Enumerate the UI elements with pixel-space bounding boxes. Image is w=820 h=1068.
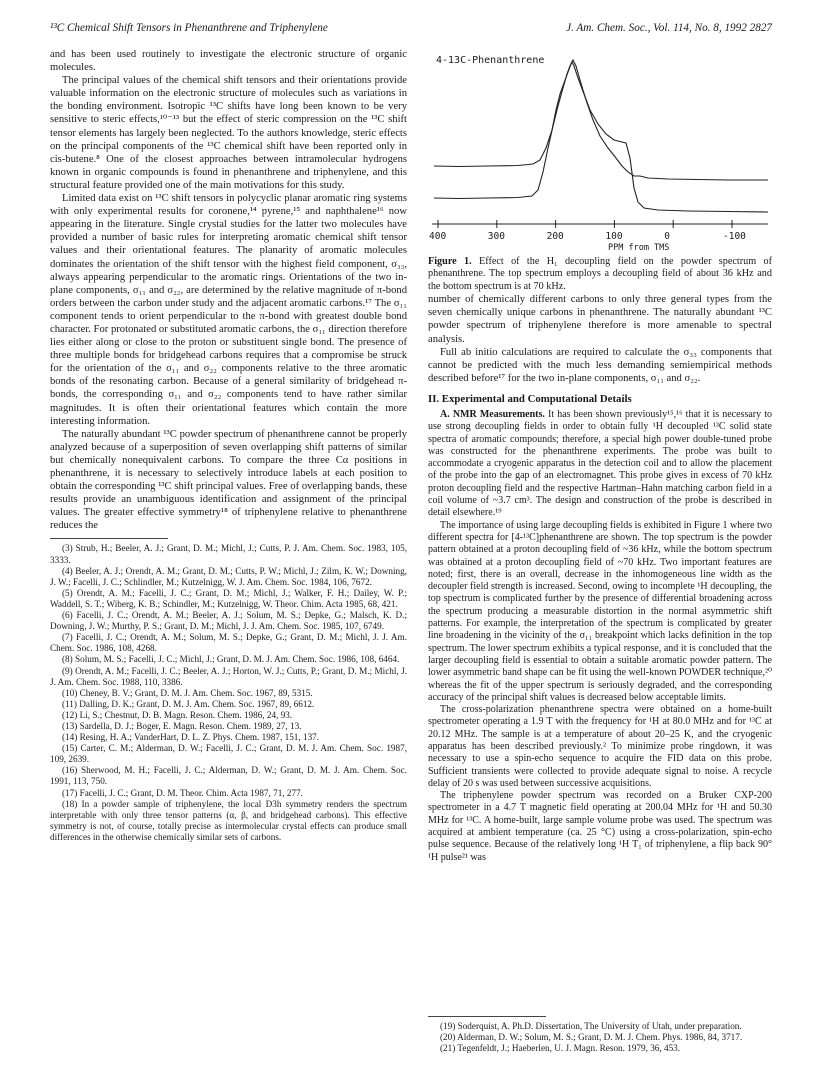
right-footnotes — [428, 1010, 772, 1054]
section-heading: II. Experimental and Computational Details — [428, 392, 632, 405]
x-axis-label: PPM from TMS — [608, 243, 670, 253]
paragraph: The naturally abundant ¹³C powder spectrum of phenanthrene cannot be properly analyzed because of a superposition of seven overlapping shift patterns of similar but chemically nonequivalent carbons. To compare the three Cα positions in phenanthrene, it is necessary to selectively introduce labels at each position to obtain the corresponding ¹³C shift principal values. Free of overlapping bands, these results provide an unambiguous identification and assignment of the principal values. The greater effective symmetry¹⁸ of triphenylene relative to phenanthrene reduces the — [50, 428, 407, 532]
spectrum-top — [434, 60, 768, 180]
experimental-section — [428, 409, 772, 864]
reference-list — [428, 1021, 772, 1054]
paragraph: and has been used routinely to investigate the electronic structure of organic molecules. — [50, 49, 407, 74]
figure-1 — [428, 48, 772, 253]
header-journal: J. Am. Chem. Soc., Vol. 114, No. 8, 1992 2827 — [566, 22, 772, 34]
left-column — [50, 48, 407, 843]
reference: (3) Strub, H.; Beeler, A. J.; Grant, D. M.; Michl, J.; Cutts, P. J. Am. Chem. Soc. 1983, 105, 3333. — [50, 543, 407, 565]
reference: (7) Facelli, J. C.; Orendt, A. M.; Solum, M. S.; Depke, G.; Grant, D. M.; Michl, J. J. Am. Chem. Soc. 1986, 108, 4268. — [50, 632, 407, 654]
tick-label: 200 — [546, 231, 564, 242]
reference: (18) In a powder sample of triphenylene, the local D3h symmetry renders the spectrum interpretable with only three tensor patterns (α, β, and bridgehead carbons). This effective symmetry is not, of course, totally precise as intermolecular crystal effects can produce small differences in the otherwise chemically similar sets of carbons. — [50, 798, 407, 842]
reference: (21) Tegenfeldt, J.; Haeberlen, U. J. Magn. Reson. 1979, 36, 453. — [440, 1043, 681, 1054]
right-column — [428, 48, 772, 864]
tick-label: 0 — [664, 231, 670, 242]
reference: (8) Solum, M. S.; Facelli, J. C.; Michl, J.; Grant, D. M. J. Am. Chem. Soc. 1986, 108, 6464. — [62, 654, 400, 665]
tick-label: 300 — [487, 231, 505, 242]
footnote-rule — [50, 538, 168, 539]
header-title: ¹³C Chemical Shift Tensors in Phenanthrene and Triphenylene — [50, 22, 328, 34]
spectrum-label: 4-13C-Phenanthrene — [436, 55, 545, 66]
figure-caption — [428, 256, 772, 293]
reference: (17) Facelli, J. C.; Grant, D. M. Theor. Chim. Acta 1987, 71, 277. — [62, 787, 303, 798]
reference: (10) Cheney, B. V.; Grant, D. M. J. Am. Chem. Soc. 1967, 89, 5315. — [62, 687, 313, 698]
caption-label: Figure 1. — [428, 256, 472, 267]
reference: (6) Facelli, J. C.; Orendt, A. M.; Beeler, A. J.; Solum, M. S.; Depke, G.; Malsch, K. D.; Downing, J. W.; Murthy, P. S.; Grant, D. M.; Michl, J. J. Am. Chem. Soc. 1985, 107, 6749. — [50, 610, 407, 632]
reference: (19) Soderquist, A. Ph.D. Dissertation, The University of Utah, under preparation. — [440, 1021, 742, 1031]
tick-label: 400 — [429, 231, 447, 242]
paragraph: It has been shown previously¹⁵,¹⁶ that it is necessary to use strong decoupling fields in order to obtain fully ¹H decoupled ¹³C solid state spectra of aromatic compounds; therefore, a special high power double-tuned probe was constructed for the phenanthrene experiments. The probe was built to accommodate a cryogenic apparatus in the detection coil and to allow the placement of the probe into the gap of an electromagnet. This probe gives in excess of 70 kHz proton decoupling field and the respective Hartman–Hahn matching carbon field in a coil volume of ~3.7 cm³. The design and construction of the probe is described in detail elsewhere.¹⁹ — [428, 408, 772, 519]
paragraph: The importance of using large decoupling fields is exhibited in Figure 1 where two different spectra for [4-¹³C]phenanthrene are shown. The top spectrum is the powder pattern obtained at a proton decoupling field of ~36 kHz, while the bottom spectrum was obtained at a proton decoupling field of ~70 kHz. Two important features are noted; first, there is an overall, decrease in the inhomogeneous line width as the decoupler field strength is increased. Second, owing to incomplete ¹H decoupling, the top spectrum is complicated further by the presence of differential broadening across the spectrum producing a measurable distortion in the normal asymmetric shift patterns. For example, the interpretation of the spectrum is complicated by greater line broadening in the vicinity of the σ₁₁ breakpoint which lacks definition in the top spectrum. The lower spectrum exhibits a typical response, and it is concluded that the larger decoupling field is essential to obtain a suitable aromatic powder pattern. The lower asymmetric band shape can be fit using the well-known POWDER technique,²⁰ whereas the fit of the upper spectrum is seriously degraded, and the corresponding accuracy of the principal shift values is decreased below acceptable limits. — [428, 519, 772, 703]
spectrum-plot — [428, 48, 772, 248]
caption-text: Effect of the H₁ decoupling field on the powder spectrum of phenanthrene. The top spectrum employs a decoupling field of about 36 kHz and the bottom spectrum is at 70 kHz. — [428, 256, 772, 292]
reference: (5) Orendt, A. M.; Facelli, J. C.; Grant, D. M.; Michl, J.; Walker, F. H.; Dailey, W. P.; Waddell, S. T.; Wiberg, K. B.; Schindler, M.; Kutzelnigg, W. Theor. Chim. Acta 1985, 68, 421. — [50, 587, 407, 609]
paragraph: The triphenylene powder spectrum was recorded on a Bruker CXP-200 spectrometer in a 4.7 T magnetic field operating at 200.04 MHz for ¹H and 50.30 MHz for ¹³C. A home-built, large sample volume probe was used. The spectrum was acquired at ambient temperature (ca. 25 °C) using a cross-polarization, spin-echo pulse sequence. Because of the relatively long ¹H T₁ of triphenylene, a flip back 90° ¹H pulse²¹ was — [428, 790, 772, 863]
reference: (14) Resing, H. A.; VanderHart, D. L. Z. Phys. Chem. 1987, 151, 137. — [62, 732, 320, 743]
tick-label: 100 — [605, 231, 623, 242]
tick-label: -100 — [723, 231, 746, 242]
footnote-rule — [428, 1016, 546, 1017]
paragraph: number of chemically different carbons to only three general types from the seven chemically unique carbons in phenanthrene. The naturally abundant ¹³C powder spectrum of triphenylene therefore is more amenable to spectral analysis. — [428, 294, 772, 345]
reference: (9) Orendt, A. M.; Facelli, J. C.; Beeler, A. J.; Horton, W. J.; Cutts, P.; Grant, D. M.; Michl, J. J. Am. Chem. Soc. 1988, 110, 3386. — [50, 665, 407, 687]
reference: (13) Sardella, D. J.; Boger, E. Magn. Reson. Chem. 1989, 27, 13. — [62, 720, 302, 731]
reference: (20) Alderman, D. W.; Solum, M. S.; Grant, D. M. J. Chem. Phys. 1986, 84, 3717. — [440, 1032, 743, 1043]
reference: (15) Carter, C. M.; Alderman, D. W.; Facelli, J. C.; Grant, D. M. J. Am. Chem. Soc. 1987, 109, 2639. — [50, 743, 407, 765]
reference: (4) Beeler, A. J.; Orendt, A. M.; Grant, D. M.; Cutts, P. W.; Michl, J.; Zilm, K. W.; Downing, J. W.; Facelli, J. C.; Schlindler, M.; Kutzelnigg, W. J. Am. Chem. Soc. 1984, 106, 7672. — [50, 565, 407, 587]
reference: (12) Li, S.; Chestnut, D. B. Magn. Reson. Chem. 1986, 24, 93. — [62, 709, 293, 720]
reference-list — [50, 543, 407, 843]
paragraph: Limited data exist on ¹³C shift tensors in polycyclic planar aromatic ring systems with only experimental results for coronene,¹⁴ pyrene,¹⁵ and naphthalene¹⁶ now appearing in the literature. Single crystal studies for the latter two molecules have provided a number of basic rules for interpreting aromatic chemical shift tensor values and their orientational features. The planarity of aromatic molecules dominates the orientation of the shift tensor with the highest field component, σ₃₃, always appearing perpendicular to the aromatic rings. Orientations of the two in-plane components, σ₁₁ and σ₂₂, are determined by the relative magnitude of π-bond orders between the carbon under study and the adjacent aromatic carbons.¹⁷ The σ₁₁ component tends to orient perpendicular to the π-bond with greatest double bond character. For protonated or substituted aromatic carbons, the σ₁₁ direction therefore lies either along or close to the proton or substituent single bond. The presence of three multiple bonds for bridgehead carbons requires that a compromise be struck for the orientation of the σ₁₁ and σ₂₂ components relative to the three aromatic bonds of the resonating carbon. Because of a general similarity of bridgehead π-bonds, the corresponding σ₁₁ and σ₂₂ components tend to have rather similar magnitudes. It is often their orientational features which contain the more interesting information. — [50, 193, 407, 427]
paragraph: The principal values of the chemical shift tensors and their orientations provide valuable information on the electronic structure of molecules such as variations in the bonding environment. Isotropic ¹³C shifts have long been known to be very sensitive to steric effects,¹⁰⁻¹³ but the effect of steric compression on the ¹³C shift tensor elements has largely been neglected. To the authors knowledge, steric effects on the principal components of the ¹³C chemical shift have been reported only in cis-butene.⁸ One of the closest approaches between intramolecular hydrogens known in organic compounds is found in phenanthrene and triphenylene, and this structural feature provided one of the main motivations for this study. — [50, 75, 407, 191]
paragraph: Full ab initio calculations are required to calculate the σ₃₃ components that cannot be predicted with the much less demanding semiempirical methods described before¹⁷ for the two in-plane components, σ₁₁ and σ₂₂. — [428, 346, 772, 384]
subsection-heading: A. NMR Measurements. — [440, 408, 545, 420]
reference: (11) Dalling, D. K.; Grant, D. M. J. Am. Chem. Soc. 1967, 89, 6612. — [62, 698, 315, 709]
running-header — [50, 22, 772, 38]
reference: (16) Sherwood, M. H.; Facelli, J. C.; Alderman, D. W.; Grant, D. M. J. Am. Chem. Soc. 1991, 113, 750. — [50, 765, 407, 787]
paragraph: The cross-polarization phenanthrene spectra were obtained on a home-built spectrometer operating a 1.9 T with the frequency for ¹H at 80.0 MHz and for ¹³C at 20.12 MHz. The sample is at a temperature of about 20–25 K, and the cryogenic apparatus has been described previously.² To minimize probe ringdown, it was necessary to use a spin-echo sequence to acquire the FID data on this probe. Sufficient transients were collected to provide adequate signal to noise. A recycle delay of 20 s was used between successive acquisitions. — [428, 704, 772, 789]
